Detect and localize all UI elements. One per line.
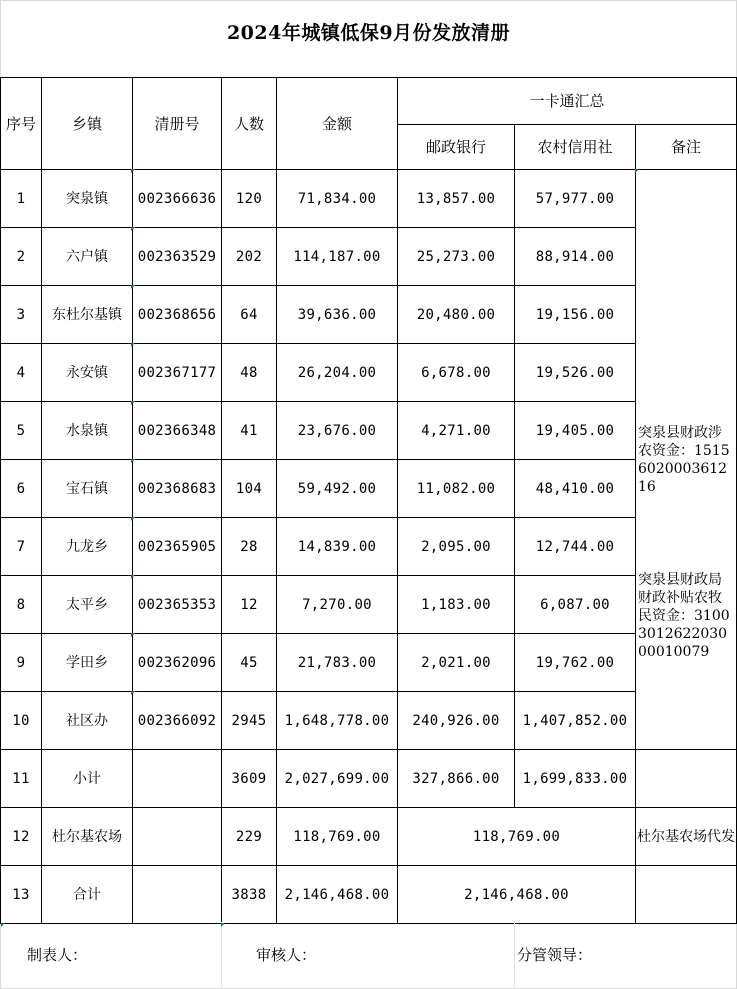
row-seq: 10	[1, 692, 42, 750]
table-row	[1, 576, 737, 634]
total-register-no	[133, 866, 222, 924]
subtotal-people: 3609	[222, 750, 277, 808]
cell-flag-marker	[131, 285, 135, 289]
row-amount: 114,187.00	[277, 228, 398, 286]
row-register-no: 002365905	[133, 518, 222, 576]
header-amount: 金额	[277, 78, 398, 170]
row-amount: 71,834.00	[277, 170, 398, 228]
row-people: 120	[222, 170, 277, 228]
row-people: 41	[222, 402, 277, 460]
row-postal: 25,273.00	[398, 228, 515, 286]
footer-reviewed-by: 审核人：	[256, 946, 317, 964]
cell-flag-marker	[131, 517, 135, 521]
row-register-no: 002363529	[133, 228, 222, 286]
note-spacer	[636, 496, 736, 571]
farm-remark: 杜尔基农场代发	[636, 808, 737, 866]
row-postal: 240,926.00	[398, 692, 515, 750]
row-people: 64	[222, 286, 277, 344]
farm-row	[1, 808, 737, 866]
row-credit: 19,526.00	[515, 344, 636, 402]
cell-flag-marker	[131, 227, 135, 231]
row-credit: 48,410.00	[515, 460, 636, 518]
row-credit: 6,087.00	[515, 576, 636, 634]
footer-divider	[221, 922, 222, 989]
row-seq: 2	[1, 228, 42, 286]
row-register-no: 002366092	[133, 692, 222, 750]
row-seq: 1	[1, 170, 42, 228]
row-register-no: 002365353	[133, 576, 222, 634]
row-township: 宝石镇	[42, 460, 133, 518]
row-people: 48	[222, 344, 277, 402]
farm-card-total: 118,769.00	[398, 808, 636, 866]
farm-seq: 12	[1, 808, 42, 866]
row-credit: 19,762.00	[515, 634, 636, 692]
subtotal-row	[1, 750, 737, 808]
table-row	[1, 402, 737, 460]
disbursement-table	[0, 77, 737, 924]
row-register-no: 002366348	[133, 402, 222, 460]
row-register-no: 002368683	[133, 460, 222, 518]
row-township: 东杜尔基镇	[42, 286, 133, 344]
subtotal-remark	[636, 750, 737, 808]
row-township: 永安镇	[42, 344, 133, 402]
header-township: 乡镇	[42, 78, 133, 170]
row-township: 水泉镇	[42, 402, 133, 460]
row-people: 45	[222, 634, 277, 692]
cell-flag-marker	[131, 633, 135, 637]
row-register-no: 002366636	[133, 170, 222, 228]
total-card-total: 2,146,468.00	[398, 866, 636, 924]
row-people: 28	[222, 518, 277, 576]
footer-leader: 分管领导：	[517, 946, 593, 964]
subtotal-postal: 327,866.00	[398, 750, 515, 808]
row-amount: 21,783.00	[277, 634, 398, 692]
cell-flag-marker	[131, 691, 135, 695]
cell-flag-marker	[221, 923, 225, 927]
subtotal-amount: 2,027,699.00	[277, 750, 398, 808]
farm-people: 229	[222, 808, 277, 866]
subtotal-register-no	[133, 750, 222, 808]
cell-flag-marker	[635, 169, 639, 173]
remarks-notes-cell	[636, 170, 737, 750]
row-people: 104	[222, 460, 277, 518]
row-postal: 2,021.00	[398, 634, 515, 692]
cell-flag-marker	[131, 575, 135, 579]
header-people: 人数	[222, 78, 277, 170]
table-row	[1, 228, 737, 286]
header-postal-bank: 邮政银行	[398, 125, 515, 170]
header-card-summary: 一卡通汇总	[398, 78, 737, 125]
footer-divider	[514, 922, 515, 989]
row-people: 202	[222, 228, 277, 286]
row-credit: 57,977.00	[515, 170, 636, 228]
cell-flag-marker	[1, 923, 5, 927]
header-register-no: 清册号	[133, 78, 222, 170]
table-row	[1, 170, 737, 228]
total-amount: 2,146,468.00	[277, 866, 398, 924]
row-register-no: 002362096	[133, 634, 222, 692]
table-row	[1, 518, 737, 576]
row-township: 六户镇	[42, 228, 133, 286]
remark-note-subsidy-fund: 突泉县财政局财政补贴农牧民资金：3100301262203000010079	[638, 572, 730, 660]
row-credit: 88,914.00	[515, 228, 636, 286]
row-credit: 12,744.00	[515, 518, 636, 576]
row-amount: 39,636.00	[277, 286, 398, 344]
row-amount: 26,204.00	[277, 344, 398, 402]
footer-prepared-by: 制表人：	[27, 946, 88, 964]
cell-flag-marker	[131, 459, 135, 463]
row-register-no: 002368656	[133, 286, 222, 344]
table-row	[1, 692, 737, 750]
row-people: 2945	[222, 692, 277, 750]
header-rural-credit: 农村信用社	[515, 125, 636, 170]
table-row	[1, 286, 737, 344]
header-remarks: 备注	[636, 125, 737, 170]
row-postal: 6,678.00	[398, 344, 515, 402]
row-postal: 13,857.00	[398, 170, 515, 228]
row-seq: 4	[1, 344, 42, 402]
table-row	[1, 344, 737, 402]
subtotal-label: 小计	[42, 750, 133, 808]
header-row-1	[1, 78, 737, 125]
row-seq: 8	[1, 576, 42, 634]
total-seq: 13	[1, 866, 42, 924]
row-postal: 1,183.00	[398, 576, 515, 634]
note-spacer	[636, 258, 736, 424]
row-amount: 14,839.00	[277, 518, 398, 576]
row-amount: 1,648,778.00	[277, 692, 398, 750]
table-row	[1, 634, 737, 692]
row-township: 社区办	[42, 692, 133, 750]
header-seq: 序号	[1, 78, 42, 170]
table-row	[1, 460, 737, 518]
row-seq: 6	[1, 460, 42, 518]
subtotal-credit: 1,699,833.00	[515, 750, 636, 808]
row-township: 突泉镇	[42, 170, 133, 228]
row-township: 学田乡	[42, 634, 133, 692]
row-postal: 20,480.00	[398, 286, 515, 344]
row-credit: 1,407,852.00	[515, 692, 636, 750]
row-seq: 5	[1, 402, 42, 460]
sheet-title: 2024年城镇低保9月份发放清册	[226, 22, 511, 44]
row-amount: 7,270.00	[277, 576, 398, 634]
row-register-no: 002367177	[133, 344, 222, 402]
subtotal-seq: 11	[1, 750, 42, 808]
total-label: 合计	[42, 866, 133, 924]
row-credit: 19,405.00	[515, 402, 636, 460]
total-people: 3838	[222, 866, 277, 924]
row-seq: 7	[1, 518, 42, 576]
cell-flag-marker	[131, 169, 135, 173]
total-remark	[636, 866, 737, 924]
row-postal: 4,271.00	[398, 402, 515, 460]
farm-label: 杜尔基农场	[42, 808, 133, 866]
row-amount: 59,492.00	[277, 460, 398, 518]
row-seq: 9	[1, 634, 42, 692]
row-credit: 19,156.00	[515, 286, 636, 344]
row-township: 太平乡	[42, 576, 133, 634]
farm-amount: 118,769.00	[277, 808, 398, 866]
cell-flag-marker	[131, 401, 135, 405]
row-postal: 2,095.00	[398, 518, 515, 576]
row-postal: 11,082.00	[398, 460, 515, 518]
row-seq: 3	[1, 286, 42, 344]
row-amount: 23,676.00	[277, 402, 398, 460]
remark-note-agri-fund: 突泉县财政涉农资金：1515602000361216	[638, 425, 730, 495]
row-people: 12	[222, 576, 277, 634]
total-row	[1, 866, 737, 924]
cell-flag-marker	[131, 343, 135, 347]
row-township: 九龙乡	[42, 518, 133, 576]
farm-register-no	[133, 808, 222, 866]
